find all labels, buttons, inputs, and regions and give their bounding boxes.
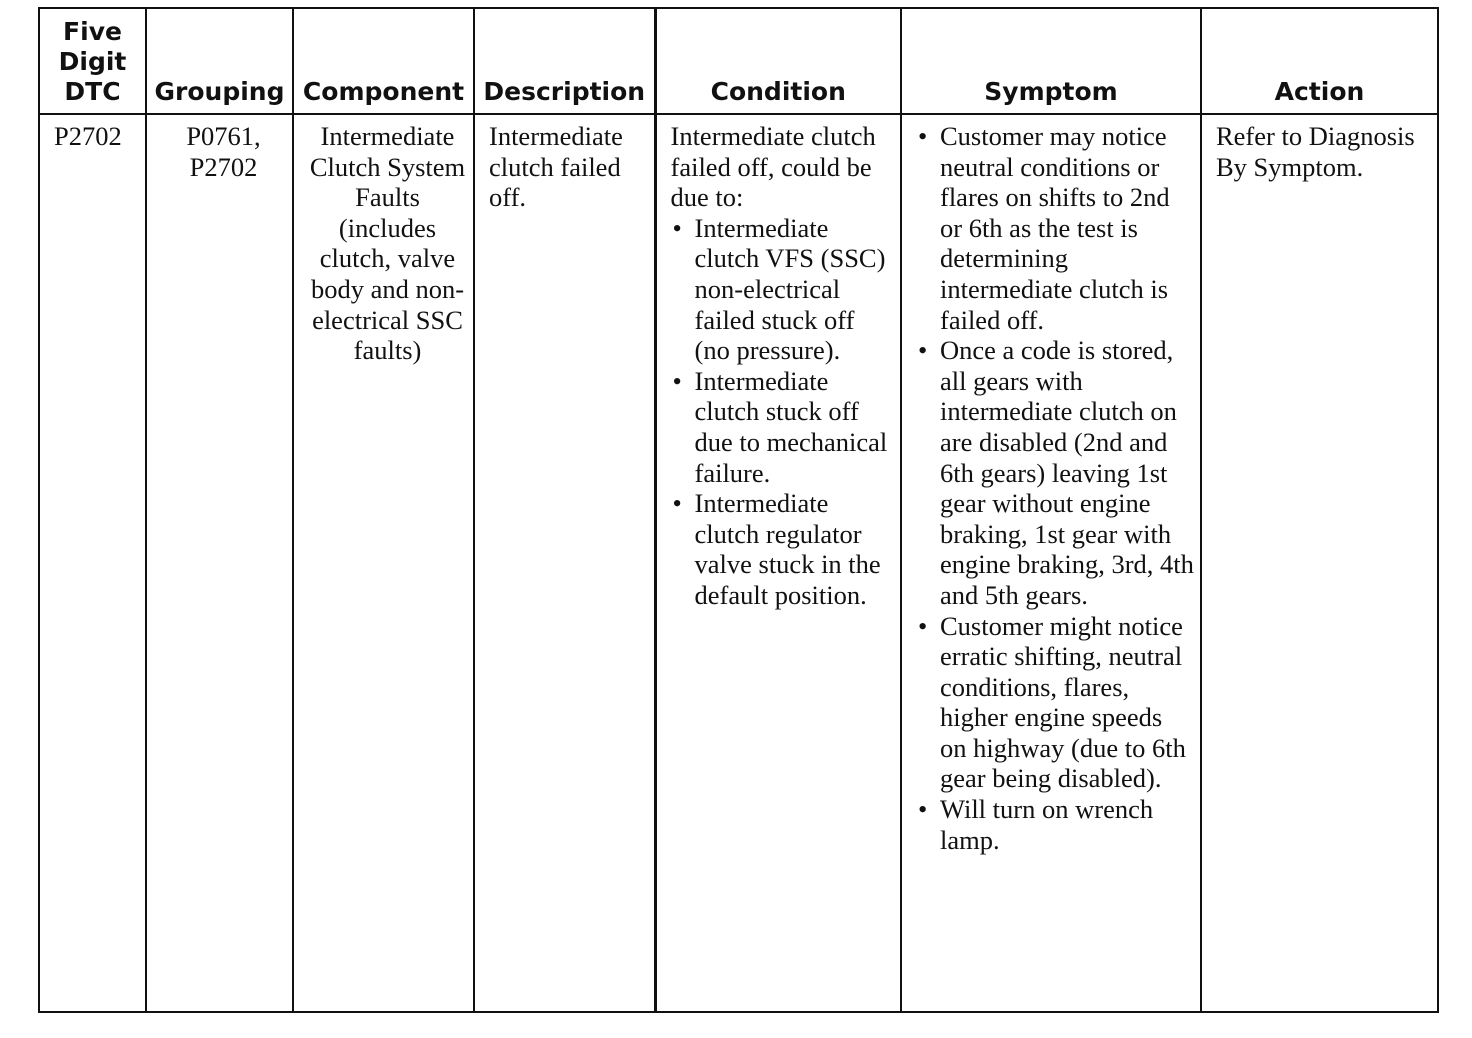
cell-condition bbox=[655, 114, 901, 1012]
cell-dtc: P2702 bbox=[39, 114, 146, 1012]
list-item: • Intermediate clutch stuck off due to mechanical failure. bbox=[671, 366, 895, 488]
header-grouping: Grouping bbox=[146, 8, 293, 114]
header-action: Action bbox=[1201, 8, 1438, 114]
symptom-list bbox=[916, 121, 1194, 855]
header-symptom: Symptom bbox=[901, 8, 1201, 114]
list-item: • Customer may notice neutral conditions or flares on shifts to 2nd or 6th as the test is determining intermediate clutch is failed off. bbox=[916, 121, 1194, 335]
header-condition: Condition bbox=[655, 8, 901, 114]
list-item: • Intermediate clutch VFS (SSC) non-electrical failed stuck off (no pressure). bbox=[671, 213, 895, 366]
cell-description: Intermediate clutch failed off. bbox=[474, 114, 655, 1012]
header-description: Description bbox=[474, 8, 655, 114]
cell-grouping: P0761, P2702 bbox=[146, 114, 293, 1012]
table-row bbox=[39, 114, 1438, 1012]
list-item: • Will turn on wrench lamp. bbox=[916, 794, 1194, 855]
condition-intro: Intermediate clutch failed off, could be due to: bbox=[670, 121, 876, 213]
list-item: • Customer might notice erratic shifting, neutral conditions, flares, higher engine speeds on highway (due to 6th gear being disabled). bbox=[916, 611, 1194, 795]
dtc-table bbox=[38, 7, 1439, 1013]
header-dtc: Five Digit DTC bbox=[39, 8, 146, 114]
header-row bbox=[39, 8, 1438, 114]
list-item: • Intermediate clutch regulator valve stuck in the default position. bbox=[671, 488, 895, 610]
cell-symptom bbox=[901, 114, 1201, 1012]
list-item: • Once a code is stored, all gears with intermediate clutch on are disabled (2nd and 6th gears) leaving 1st gear without engine braking, 1st gear with engine braking, 3rd, 4th and 5th gears. bbox=[916, 335, 1194, 610]
header-component: Component bbox=[293, 8, 474, 114]
cell-component: Intermediate Clutch System Faults (includes clutch, valve body and non-electrical SSC faults) bbox=[293, 114, 474, 1012]
condition-list bbox=[671, 213, 895, 611]
cell-action: Refer to Diagnosis By Symptom. bbox=[1201, 114, 1438, 1012]
